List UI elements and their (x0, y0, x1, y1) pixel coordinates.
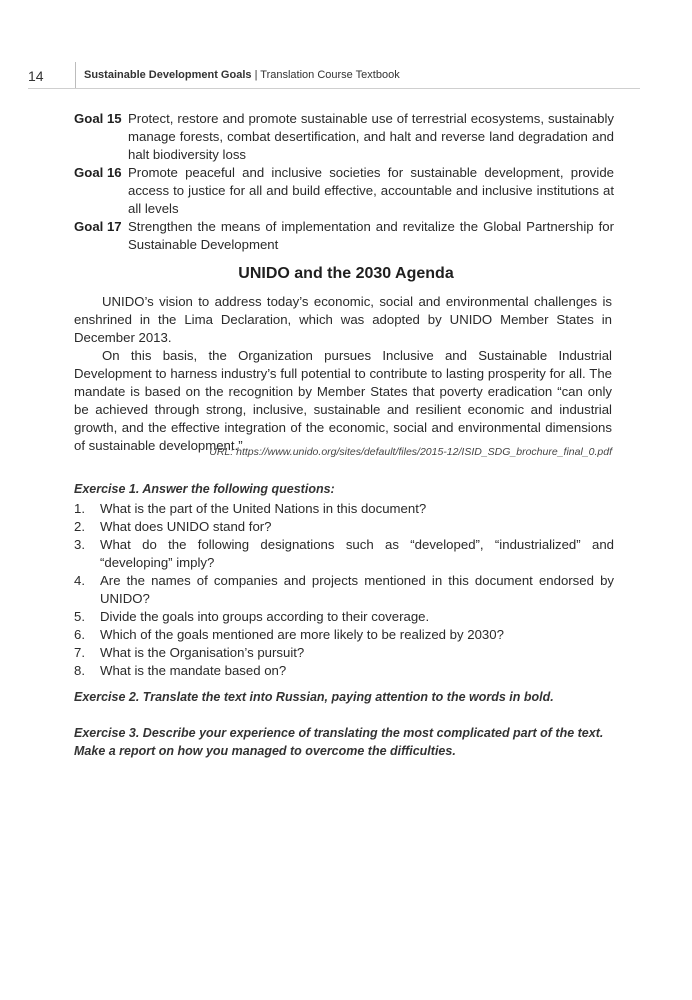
question-text: What is the Organisation’s pursuit? (100, 645, 305, 660)
questions-list (74, 500, 614, 680)
source-url: URL: https://www.unido.org/sites/default/files/2015-12/ISID_SDG_brochure_final_0.pdf (209, 446, 612, 458)
goal-text: Protect, restore and promote sustainable use of terrestrial ecosystems, sustainably manage forests, combat desertification, and halt and reverse land degradation and halt biodiversity loss (128, 111, 614, 162)
goal-label: Goal 15 (74, 111, 122, 126)
question-text: Divide the goals into groups according to their coverage. (100, 609, 430, 624)
goal-item (74, 110, 614, 164)
book-title: Sustainable Development Goals (84, 69, 252, 81)
question-text: Are the names of companies and projects mentioned in this document endorsed by UNIDO? (100, 573, 614, 606)
list-item (74, 572, 614, 608)
question-number: 4. (74, 573, 85, 588)
page-header (28, 62, 640, 89)
goal-text: Promote peaceful and inclusive societies for sustainable development, provide access to justice for all and build effective, accountable and inclusive institutions at all levels (128, 165, 614, 216)
header-subtitle: Translation Course Textbook (260, 69, 400, 81)
question-number: 6. (74, 627, 85, 642)
header-separator: | (254, 69, 258, 81)
question-number: 5. (74, 609, 85, 624)
header-divider (75, 62, 76, 88)
goal-item (74, 218, 614, 254)
question-text: What do the following designations such as “developed”, “industrialized” and “developing” imply? (100, 537, 614, 570)
question-number: 1. (74, 501, 85, 516)
question-text: Which of the goals mentioned are more likely to be realized by 2030? (100, 627, 504, 642)
list-item (74, 608, 614, 626)
list-item (74, 518, 614, 536)
paragraph-lima-declaration: UNIDO’s vision to address today’s economic, social and environmental challenges is enshrined in the Lima Declaration, which was adopted by UNIDO Member States in December 2013. (74, 294, 612, 345)
list-item (74, 536, 614, 572)
question-text: What is the part of the United Nations in this document? (100, 501, 427, 516)
section-heading: UNIDO and the 2030 Agenda (238, 265, 454, 282)
goal-label: Goal 17 (74, 219, 122, 234)
question-text: What is the mandate based on? (100, 663, 287, 678)
question-number: 7. (74, 645, 85, 660)
goal-item (74, 164, 614, 218)
question-number: 2. (74, 519, 85, 534)
exercise-3-title: Exercise 3. Describe your experience of translating the most complicated part of the text. Make a report on how you managed to overcome the difficulties. (74, 726, 604, 758)
question-number: 3. (74, 537, 85, 552)
paragraph-mandate: On this basis, the Organization pursues Inclusive and Sustainable Industrial Development to harness industry’s full potential to contribute to lasting prosperity for all. The mandate is based on the recognition by Member States that poverty eradication “can only be achieved through strong, inclusive, sustainable and resilient economic and industrial growth, and the effective integration of the economic, social and environmental dimensions of sustainable development.” (74, 348, 612, 453)
page-number: 14 (28, 68, 44, 84)
goal-label: Goal 16 (74, 165, 122, 180)
running-header (84, 69, 400, 81)
list-item (74, 626, 614, 644)
question-text: What does UNIDO stand for? (100, 519, 272, 534)
exercise-2-title: Exercise 2. Translate the text into Russian, paying attention to the words in bold. (74, 690, 554, 704)
list-item (74, 644, 614, 662)
question-number: 8. (74, 663, 85, 678)
goals-list (74, 110, 614, 254)
goal-text: Strengthen the means of implementation and revitalize the Global Partnership for Sustainable Development (128, 219, 614, 252)
exercise-1-title: Exercise 1. Answer the following questions: (74, 482, 335, 496)
list-item (74, 662, 614, 680)
list-item (74, 500, 614, 518)
